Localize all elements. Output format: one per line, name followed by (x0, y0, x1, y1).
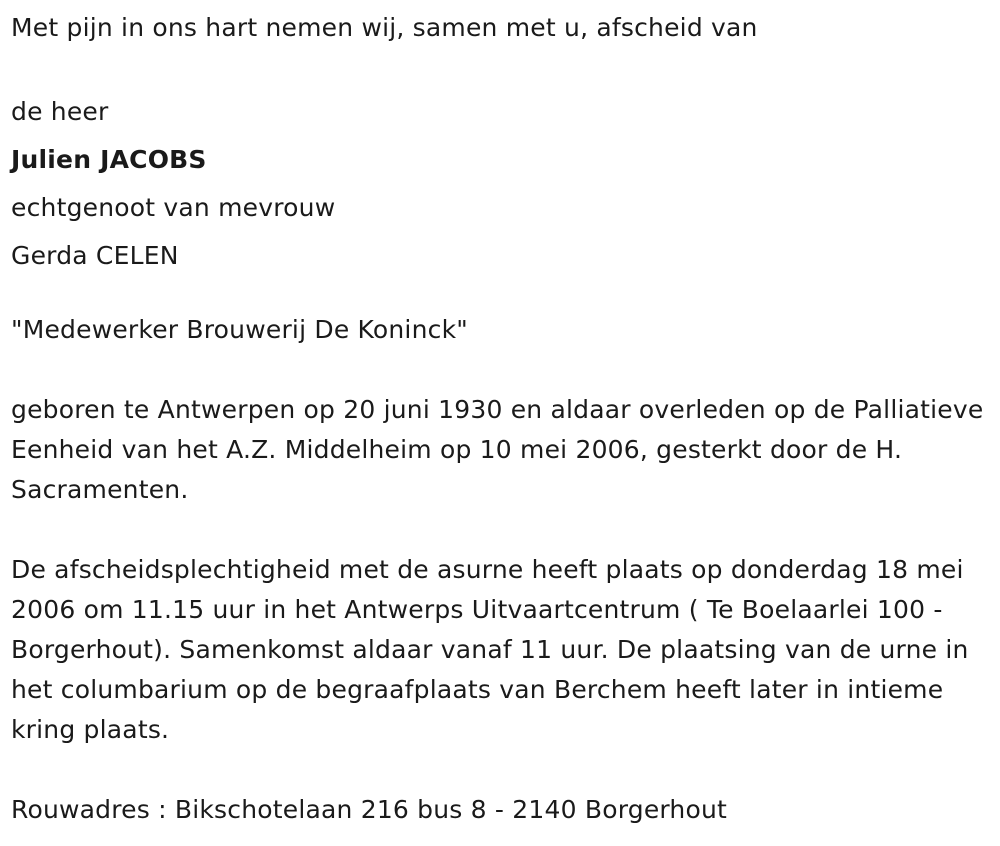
intro-text: Met pijn in ons hart nemen wij, samen met u, afscheid van (11, 13, 758, 42)
spacer (11, 350, 989, 390)
deceased-name: Julien JACOBS (11, 145, 207, 174)
spacer (11, 510, 989, 550)
occupation-text: "Medewerker Brouwerij De Koninck" (11, 315, 468, 344)
spacer (11, 48, 989, 88)
relation-text: echtgenoot van mevrouw (11, 193, 336, 222)
birth-death-paragraph: geboren te Antwerpen op 20 juni 1930 en aldaar overleden op de Palliatieve Eenheid van het A.Z. Middelheim op 10 mei 2006, gesterkt door de H. Sacramenten. (11, 395, 984, 504)
title-prefix: de heer (11, 97, 109, 126)
spouse-name: Gerda CELEN (11, 241, 179, 270)
spacer (11, 280, 989, 310)
mourning-address: Rouwadres : Bikschotelaan 216 bus 8 - 2140 Borgerhout (11, 795, 728, 824)
ceremony-paragraph: De afscheidsplechtigheid met de asurne heeft plaats op donderdag 18 mei 2006 om 11.15 uur in het Antwerps Uitvaartcentrum ( Te Boelaarlei 100 - Borgerhout). Samenkomst aldaar vanaf 11 uur. De plaatsing van de urne in het columbarium op de begraafplaats van Berchem heeft later in intieme kring plaats. (11, 555, 969, 744)
spacer (11, 750, 989, 790)
